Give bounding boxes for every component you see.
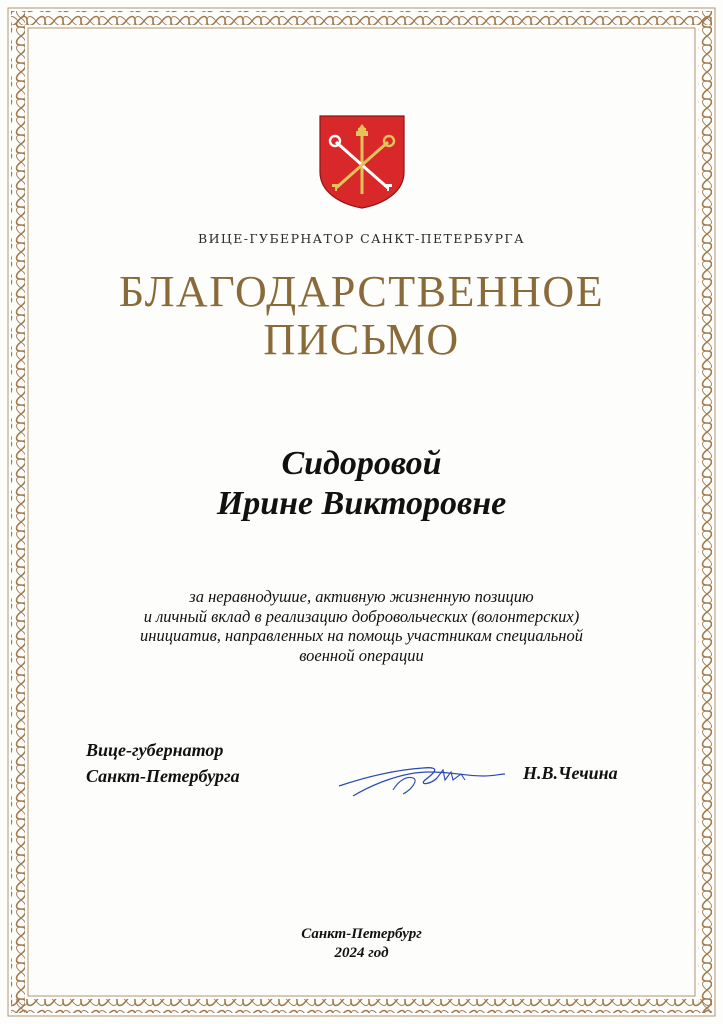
recipient-name: Ирине Викторовне [216, 485, 507, 522]
signer-position [86, 737, 240, 789]
saint-petersburg-coat-of-arms-icon [318, 114, 406, 210]
place: Санкт-Петербург [301, 926, 422, 942]
document-title-line2: ПИСЬМО [263, 315, 460, 364]
issuer-heading: ВИЦЕ-ГУБЕРНАТОР САНКТ-ПЕТЕРБУРГА [198, 231, 525, 246]
document-title-line1: БЛАГОДАРСТВЕННОЕ [118, 267, 605, 316]
acknowledgement-text [0, 587, 723, 665]
acknowledgement-line: и личный вклад в реализацию добровольческих (волонтерских) [143, 606, 580, 626]
signer-name: Н.В.Чечина [523, 763, 618, 783]
acknowledgement-line: за неравнодушие, активную жизненную позицию [189, 587, 534, 606]
signer-position-line1: Вице-губернатор [86, 740, 224, 760]
acknowledgement-line: инициатив, направленных на помощь участникам специальной [140, 626, 583, 645]
year: 2024 год [334, 945, 389, 961]
signer-position-line2: Санкт-Петербурга [86, 766, 240, 786]
handwritten-signature [333, 750, 508, 806]
place-and-date [0, 925, 723, 963]
acknowledgement-line: военной операции [299, 645, 424, 665]
recipient-surname: Сидоровой [281, 445, 442, 482]
